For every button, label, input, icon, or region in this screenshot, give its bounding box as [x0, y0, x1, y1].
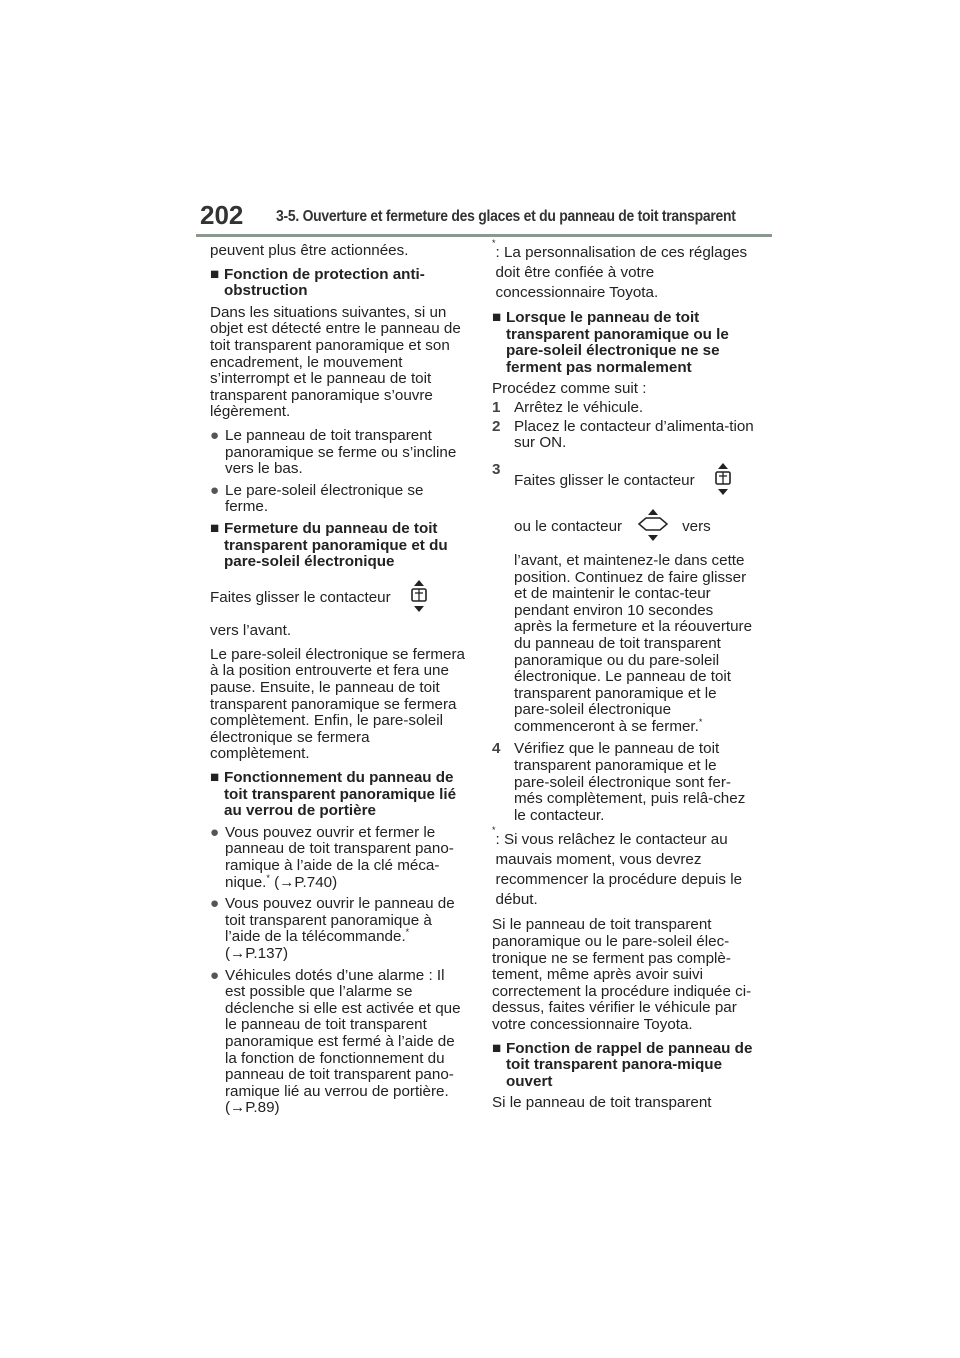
step-text-main: l’avant, et maintenez-le dans cette position. Continuez de faire glisser et de maintenir le contac-teur pendant environ 10 secondes après la fermeture et la réouverture du panneau de toit transparent panoramique ou du pare-soleil électronique. Le panneau de toit transparent panoramique et le pare-soleil électronique commenceront à se fermer.: [514, 551, 753, 735]
footnote-mark: *: [405, 927, 410, 938]
switch-instruction: [514, 508, 754, 547]
list-item: [210, 428, 468, 478]
footnote: [492, 238, 754, 303]
footnote-mark: *: [492, 238, 496, 248]
list-item-text: [225, 896, 468, 962]
step-text: Vérifiez que le panneau de toit transparent panoramique et le pare-soleil électronique sont fer-més complètement, puis relâ-chez le contacteur.: [514, 740, 746, 824]
dot-bullet-icon: ●: [210, 481, 220, 499]
step-number: 3: [492, 460, 501, 478]
step-text: Arrêtez le véhicule.: [514, 398, 644, 416]
switch-instruction: [514, 462, 754, 501]
switch-instruction: [210, 579, 468, 618]
list-item-text-main: Vous pouvez ouvrir le panneau de toit transparent panoramique à l’aide de la télécommande.: [225, 895, 455, 946]
heading-text: Fermeture du panneau de toit transparent panoramique et du pare-soleil électronique: [224, 519, 448, 571]
step-item: [492, 741, 754, 824]
step-item: [492, 400, 754, 417]
section-heading: [210, 770, 468, 820]
paragraph: Dans les situations suivantes, si un objet est détecté entre le panneau de toit transparent panoramique et son encadrement, le mouvement s’interrompt et le panneau de toit transparent panoramique s’ouvre légèrement.: [210, 303, 461, 421]
header-rule: [196, 234, 772, 237]
list-item-text-main: Vous pouvez ouvrir et fermer le panneau de toit transparent pano-ramique à l’aide de la clé méca-nique.: [225, 823, 454, 891]
dot-bullet-icon: ●: [210, 895, 220, 913]
instruction-text: Faites glisser le contacteur: [210, 588, 391, 606]
step-item: [492, 419, 754, 452]
square-bullet-icon: ■: [210, 265, 220, 283]
heading-text: Fonction de protection anti-obstruction: [224, 265, 425, 300]
list-item-text: Le panneau de toit transparent panoramique se ferme ou s’incline vers le bas.: [225, 426, 457, 478]
section-heading: [492, 310, 754, 376]
footnote: [492, 825, 754, 910]
step-number: 4: [492, 740, 501, 758]
square-bullet-icon: ■: [210, 519, 220, 537]
dot-bullet-icon: ●: [210, 426, 220, 444]
heading-text: Fonctionnement du panneau de toit transparent panoramique lié au verrou de portière: [224, 769, 457, 820]
square-bullet-icon: ■: [210, 769, 220, 787]
list-item: [210, 968, 468, 1117]
square-bullet-icon: ■: [492, 1039, 502, 1057]
step-text: vers: [682, 518, 711, 536]
step-number: 1: [492, 398, 501, 416]
list-item: [210, 825, 468, 891]
right-column: [492, 238, 754, 1119]
paragraph: Procédez comme suit :: [492, 380, 647, 398]
step-text: ou le contacteur: [514, 518, 623, 536]
paragraph: Si le panneau de toit transparent: [492, 1094, 712, 1112]
dot-bullet-icon: ●: [210, 823, 220, 841]
step-text: Faites glisser le contacteur: [514, 471, 695, 489]
list-item-text: Le pare-soleil électronique se ferme.: [225, 481, 424, 516]
list-item-text: Véhicules dotés d’une alarme : Il est possible que l’alarme se déclenche si elle est activée et que le panneau de toit transparent panoramique est fermé à l’aide de la fonction de fonctionnement du panneau de toit transparent pano-ramique lié au verrou de portière. (→P.89): [225, 966, 461, 1117]
footnote-mark: *: [698, 716, 703, 727]
step-number: 2: [492, 417, 501, 435]
list-item-text: [225, 825, 468, 891]
page-header: [196, 200, 772, 236]
step-text: Placez le contacteur d’alimenta-tion sur ON.: [514, 417, 754, 452]
footnote-mark: *: [266, 872, 270, 883]
paragraph: Le pare-soleil électronique se fermera à la position entrouverte et fera une pause. Ensuite, le panneau de toit transparent panoramique se fermera complètement. Enfin, le pare-soleil électronique se fermera complètement.: [210, 645, 465, 763]
left-column: [210, 243, 468, 1122]
roof-tilt-switch-icon: [709, 462, 737, 501]
step-item: [492, 462, 754, 740]
paragraph: Si le panneau de toit transparent panoramique ou le pare-soleil élec-tronique ne se ferment pas complè-tement, même après avoir suivi correctement la procédure indiquée ci-dessus, faites vérifier le véhicule par votre concessionnaire Toyota.: [492, 916, 752, 1033]
page-reference: (→P.740): [274, 873, 338, 891]
paragraph: vers l’avant.: [210, 622, 292, 640]
page-number: 202: [200, 200, 244, 230]
section-heading: [210, 267, 468, 300]
heading-text: Lorsque le panneau de toit transparent panoramique ou le pare-soleil électronique ne se ferment pas normalement: [506, 309, 729, 376]
roof-tilt-switch-icon: [405, 579, 433, 618]
footnote-text: : Si vous relâchez le contacteur au mauvais moment, vous devrez recommencer la procédure depuis le début.: [495, 831, 743, 909]
dot-bullet-icon: ●: [210, 966, 220, 984]
footnote-mark: *: [492, 825, 496, 836]
footnote-text: : La personnalisation de ces réglages doit être confiée à votre concessionnaire Toyota.: [495, 244, 748, 301]
page-reference: (→P.137): [225, 944, 289, 962]
heading-text: Fonction de rappel de panneau de toit transparent panora-mique ouvert: [506, 1039, 753, 1090]
list-item: [210, 896, 468, 962]
section-heading: [492, 1041, 754, 1091]
sunshade-slide-switch-icon: [636, 508, 670, 547]
list-item: [210, 483, 468, 516]
chapter-title: 3-5. Ouverture et fermeture des glaces et du panneau de toit transparent: [276, 208, 736, 225]
section-heading: [210, 521, 468, 571]
intro-text: peuvent plus être actionnées.: [210, 242, 409, 259]
square-bullet-icon: ■: [492, 309, 502, 326]
step-text: [514, 553, 754, 736]
step-body: [514, 462, 754, 740]
